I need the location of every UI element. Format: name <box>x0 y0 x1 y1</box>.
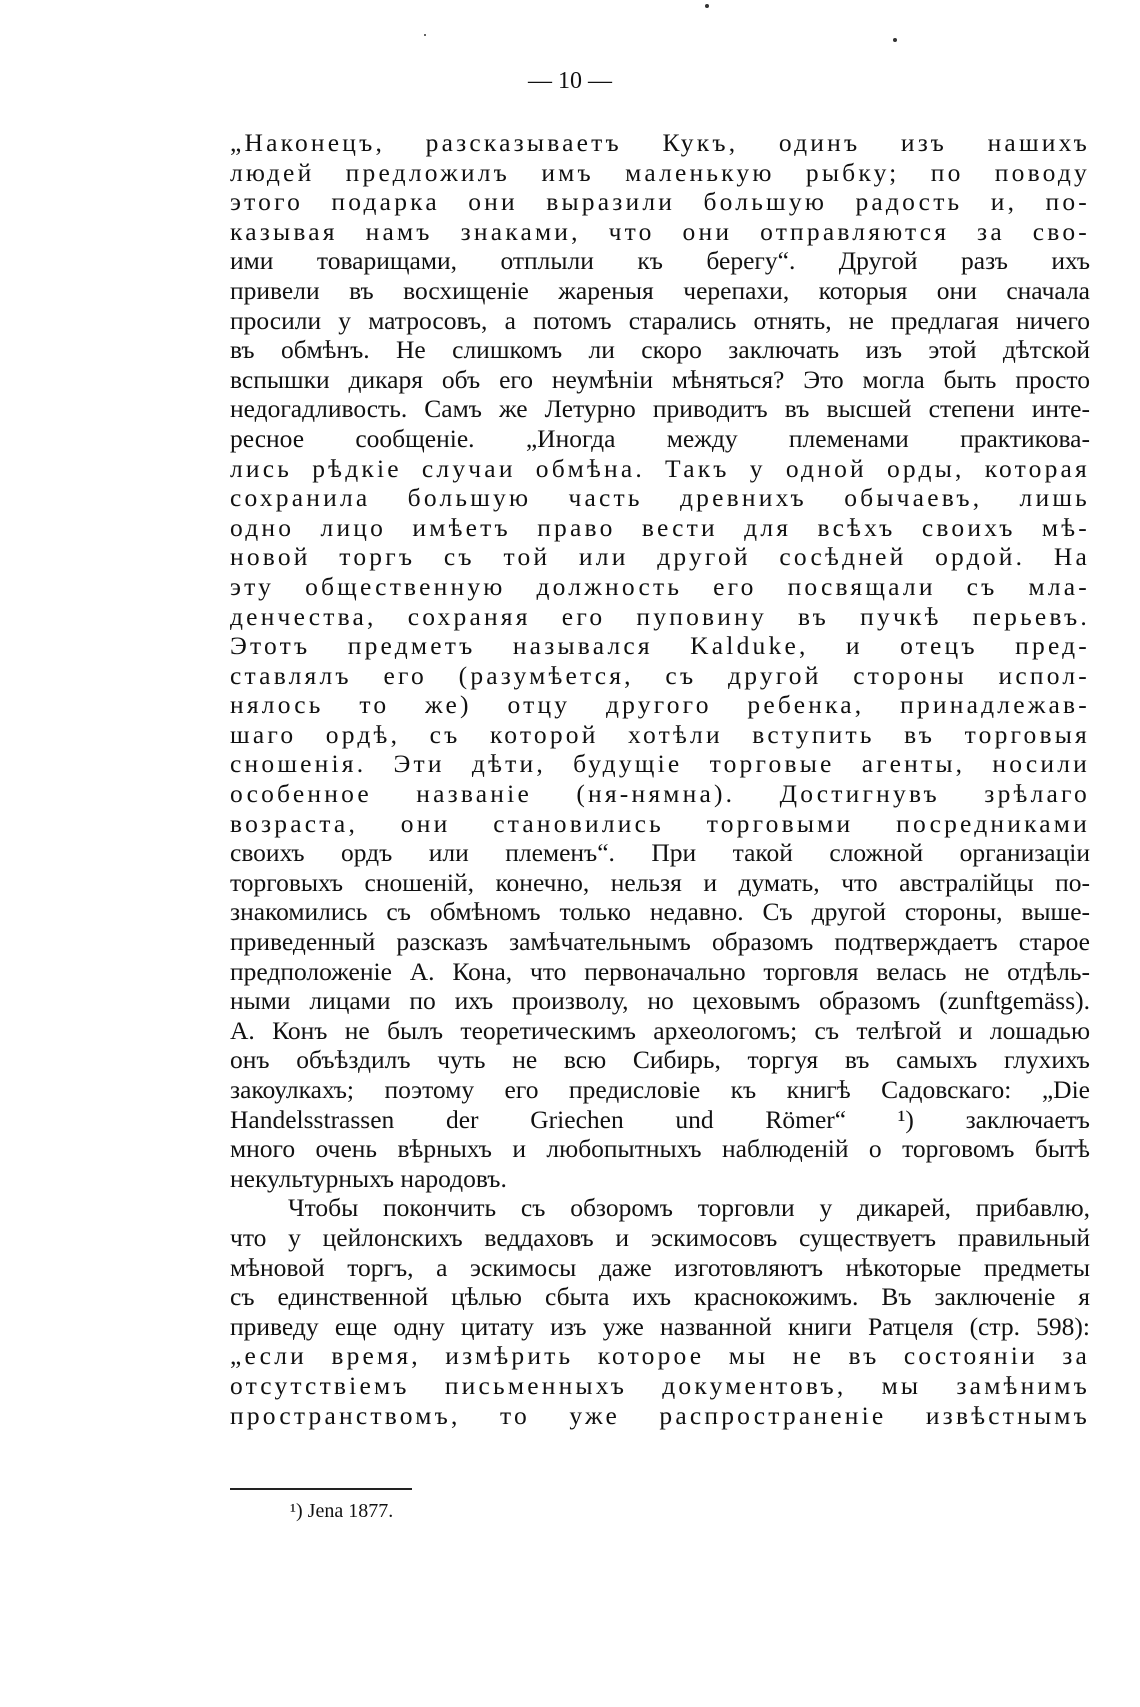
text-line: что у цейлонскихъ веддаховъ и эскимосовъ существуетъ правильный <box>230 1222 1090 1252</box>
text-line: просили у матросовъ, а потомъ старались отнять, не предлагая ничего <box>230 305 1090 335</box>
footnote-rule <box>230 1488 412 1490</box>
text-line: вспышки дикаря объ его неумѣніи мѣняться? Это могла быть просто <box>230 364 1090 394</box>
footnote: ¹) Jena 1877. <box>290 1500 394 1522</box>
text-line: знакомились съ обмѣномъ только недавно. Съ другой стороны, выше- <box>230 897 1090 927</box>
text-line: ставлялъ его (разумѣется, съ другой стороны испол- <box>230 660 1090 690</box>
text-line: Этотъ предметъ назывался Kalduke, и отецъ пред- <box>230 631 1090 661</box>
text-line: съ единственной цѣлью сбыта ихъ краснокожимъ. Въ заключеніе я <box>230 1282 1090 1312</box>
text-line: казывая намъ знаками, что они отправляются за сво- <box>230 216 1090 246</box>
text-line: приведу еще одну цитату изъ уже названной книги Ратцеля (стр. 598): <box>230 1311 1090 1341</box>
scan-speck <box>705 4 709 8</box>
text-line: возраста, они становились торговыми посредниками <box>230 808 1090 838</box>
text-line: одно лицо имѣетъ право вести для всѣхъ своихъ мѣ- <box>230 512 1090 542</box>
text-line: сношенія. Эти дѣти, будущіе торговые агенты, носили <box>230 749 1090 779</box>
text-line: онъ объѣздилъ чуть не всю Сибирь, торгуя въ самыхъ глухихъ <box>230 1045 1090 1075</box>
text-line: людей предложилъ имъ маленькую рыбку; по поводу <box>230 157 1090 187</box>
text-line: приведенный разсказъ замѣчательнымъ образомъ подтверждаетъ старое <box>230 927 1090 957</box>
text-line: предположеніе А. Кона, что первоначально торговля велась не отдѣль- <box>230 956 1090 986</box>
text-line: недогадливость. Самъ же Летурно приводитъ въ высшей степени инте- <box>230 394 1090 424</box>
text-line: ресное сообщеніе. „Иногда между племенами практикова- <box>230 423 1090 453</box>
text-line: много очень вѣрныхъ и любопытныхъ наблюденій о торговомъ бытѣ <box>230 1134 1090 1164</box>
text-line: „если время, измѣрить которое мы не въ состояніи за <box>230 1341 1090 1371</box>
body-text <box>230 128 1090 1430</box>
text-line: шаго ордѣ, съ которой хотѣли вступить въ торговыя <box>230 719 1090 749</box>
text-line: мѣновой торгъ, а эскимосы даже изготовляютъ нѣкоторые предметы <box>230 1252 1090 1282</box>
text-line: Чтобы покончить съ обзоромъ торговли у дикарей, прибавлю, <box>288 1193 1090 1223</box>
page-number: — 10 — <box>528 68 612 94</box>
text-line: этого подарка они выразили большую радость и, по- <box>230 187 1090 217</box>
text-line: сохранила большую часть древнихъ обычаевъ, лишь <box>230 483 1090 513</box>
text-line: особенное названіе (ня-нямна). Достигнувъ зрѣлаго <box>230 779 1090 809</box>
text-line: „Наконецъ, разсказываетъ Кукъ, одинъ изъ нашихъ <box>230 128 1090 157</box>
text-line: въ обмѣнъ. Не слишкомъ ли скоро заключать изъ этой дѣтской <box>230 335 1090 365</box>
text-line: некультурныхъ народовъ. <box>230 1163 507 1193</box>
text-line: пространствомъ, то уже распространеніе извѣстнымъ <box>230 1400 1090 1430</box>
text-line: денчества, сохраняя его пуповину въ пучкѣ перьевъ. <box>230 601 1090 631</box>
text-line: ными лицами по ихъ произволу, но цеховымъ образомъ (zunftgemäss). <box>230 986 1090 1016</box>
text-line: Handelsstrassen der Griechen und Römer“ ¹) заключаетъ <box>230 1104 1090 1134</box>
text-line: привели въ восхищеніе жареныя черепахи, которыя они сначала <box>230 275 1090 305</box>
text-line: новой торгъ съ той или другой сосѣдней ордой. На <box>230 542 1090 572</box>
scan-speck <box>893 38 897 42</box>
text-line: отсутствіемъ письменныхъ документовъ, мы замѣнимъ <box>230 1370 1090 1400</box>
text-line: нялось то же) отцу другого ребенка, принадлежав- <box>230 690 1090 720</box>
text-line: своихъ ордъ или племенъ“. При такой сложной организаціи <box>230 838 1090 868</box>
text-line: закоулкахъ; поэтому его предисловіе къ книгѣ Садовскаго: „Die <box>230 1075 1090 1104</box>
scan-speck <box>424 34 426 36</box>
text-line: торговыхъ сношеній, конечно, нельзя и думать, что австралійцы по- <box>230 867 1090 897</box>
text-line: лись рѣдкіе случаи обмѣна. Такъ у одной орды, которая <box>230 453 1090 483</box>
text-line: А. Конъ не былъ теоретическимъ археологомъ; съ телѣгой и лошадью <box>230 1015 1090 1045</box>
text-line: ими товарищами, отплыли къ берегу“. Другой разъ ихъ <box>230 246 1090 276</box>
text-line: эту общественную должность его посвящали съ мла- <box>230 571 1090 601</box>
